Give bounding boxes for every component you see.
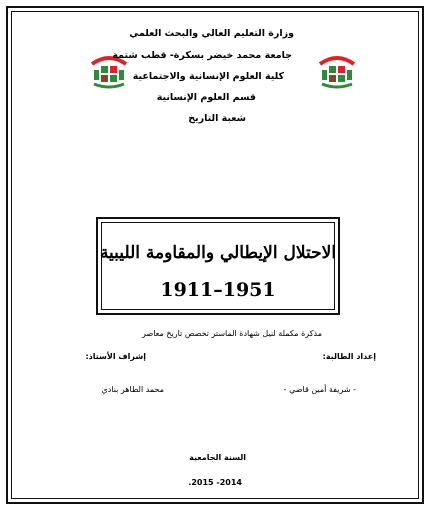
university-logo-right-icon bbox=[316, 50, 358, 92]
student-name: - شريفة أمين قاضي - bbox=[283, 385, 356, 394]
thesis-title: الاحتلال الإيطالي والمقاومة الليبية bbox=[99, 243, 337, 263]
department-name: قسم العلوم الإنسانية bbox=[156, 92, 256, 103]
ministry-name: وزارة التعليم العالي والبحث العلمي bbox=[129, 28, 294, 39]
title-box bbox=[96, 217, 340, 315]
supervisor-name: محمد الطاهر بنادي bbox=[101, 385, 164, 394]
prepared-by-label: إعداد الطالبة: bbox=[322, 352, 376, 361]
academic-year-value: .2015 -2014 bbox=[188, 478, 242, 487]
faculty-name: كلية العلوم الإنسانية والاجتماعية bbox=[132, 71, 284, 82]
branch-name: شعبة التاريخ bbox=[188, 113, 246, 124]
memo-description: مذكرة مكملة لنيل شهادة الماستر تخصص تاريخ معاصر bbox=[142, 329, 322, 338]
supervisor-label: إشراف الأستاذ: bbox=[85, 352, 146, 361]
academic-year-label: السنة الجامعية bbox=[189, 453, 246, 462]
document-page bbox=[6, 6, 424, 504]
university-name: جامعة محمد خيضر بسكرة- قطب شتمة bbox=[112, 50, 292, 61]
thesis-years: 1911–1951 bbox=[160, 279, 276, 301]
